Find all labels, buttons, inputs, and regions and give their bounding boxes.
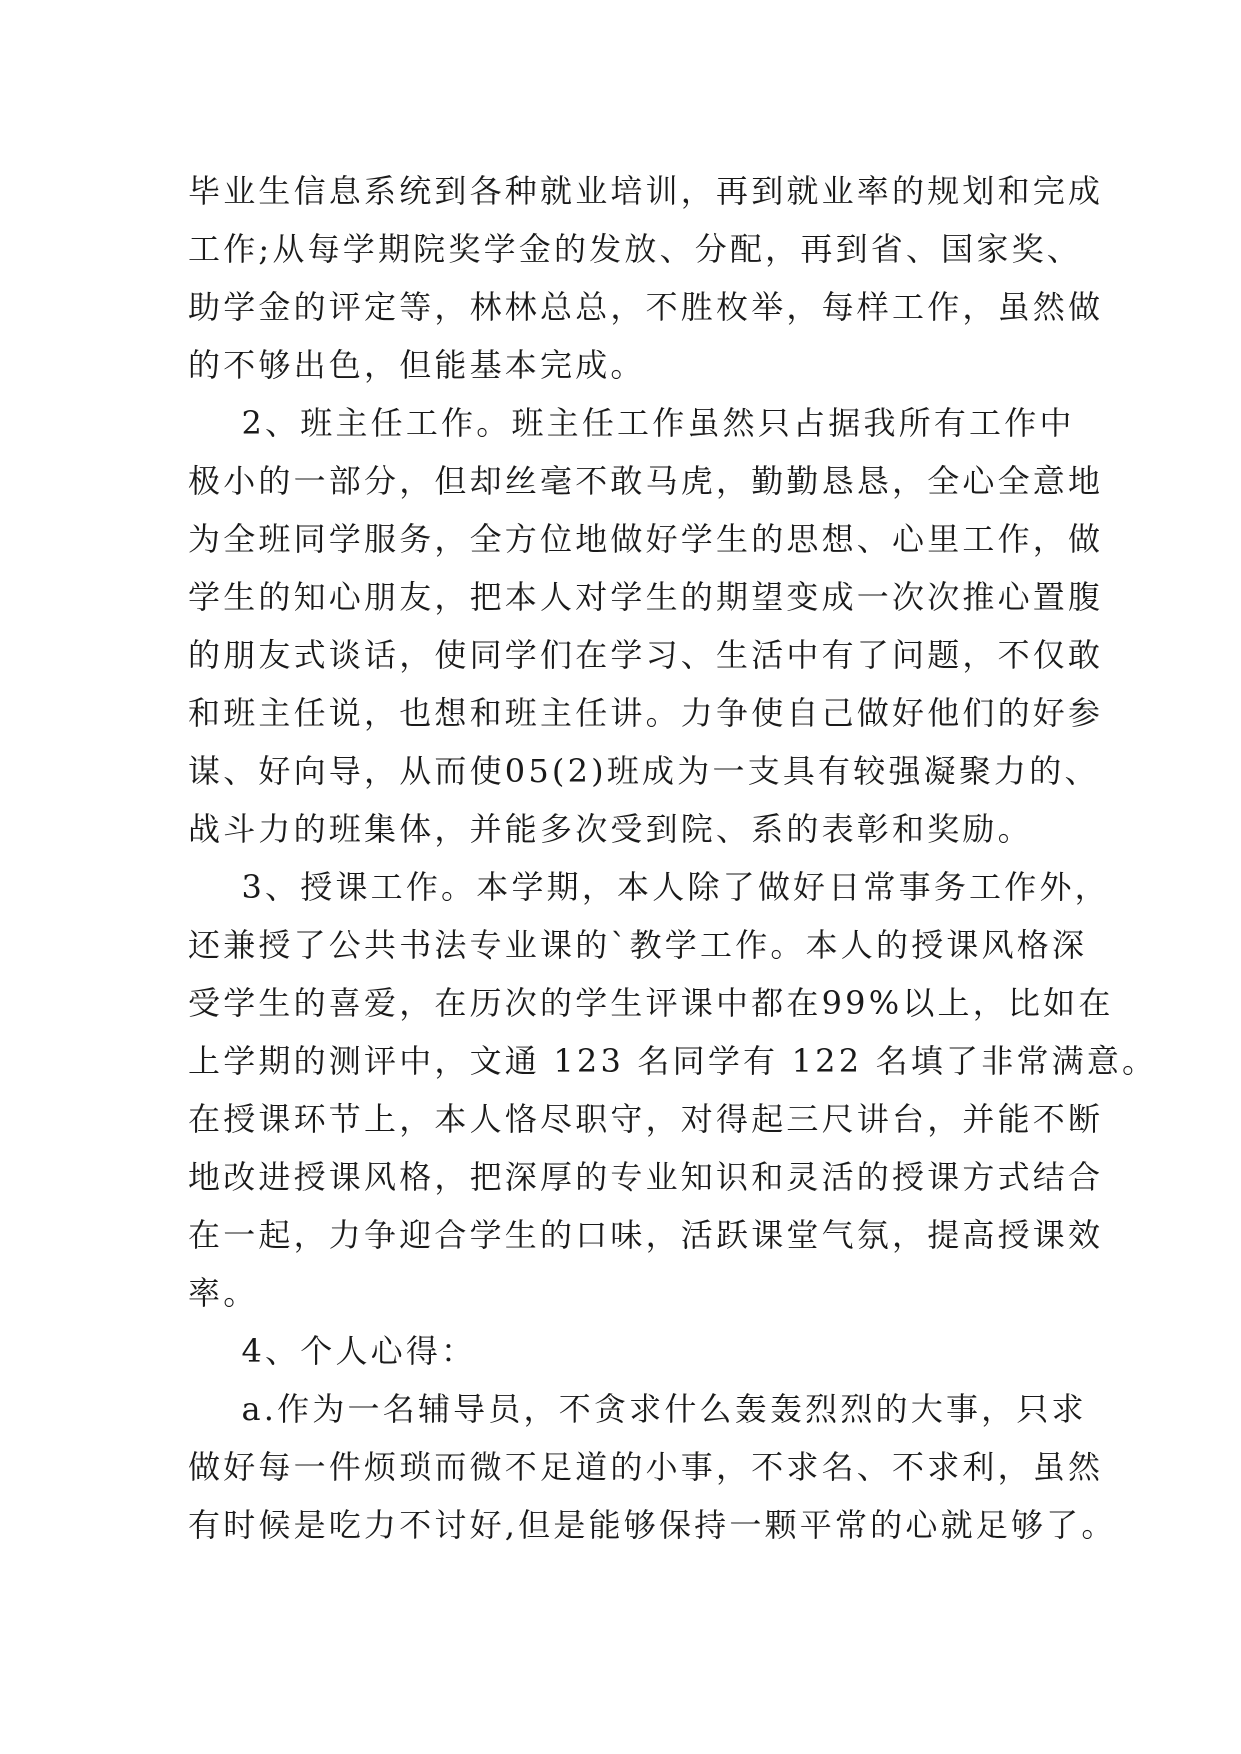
text-line: 2、班主任工作。班主任工作虽然只占据我所有工作中	[188, 404, 1075, 442]
text-line: 4、个人心得：	[188, 1332, 477, 1370]
text-line: 和班主任说，也想和班主任讲。力争使自己做好他们的好参	[188, 694, 1104, 732]
text-line: 的朋友式谈话，使同学们在学习、生活中有了问题，不仅敢	[188, 636, 1104, 674]
text-line: 做好每一件烦琐而微不足道的小事，不求名、不求利，虽然	[188, 1448, 1104, 1486]
text-line: 谋、好向导，从而使05(2)班成为一支具有较强凝聚力的、	[188, 752, 1100, 790]
paragraph	[188, 1380, 1117, 1554]
text-line: 极小的一部分，但却丝毫不敢马虎，勤勤恳恳，全心全意地	[188, 462, 1104, 500]
text-line: 受学生的喜爱，在历次的学生评课中都在99%以上，比如在	[188, 984, 1114, 1022]
text-line: 还兼授了公共书法专业课的`教学工作。本人的授课风格深	[188, 926, 1088, 964]
paragraph	[188, 162, 1104, 394]
text-line: 3、授课工作。本学期，本人除了做好日常事务工作外，	[188, 868, 1110, 906]
text-line: a.作为一名辅导员，不贪求什么轰轰烈烈的大事，只求	[188, 1390, 1087, 1428]
text-line: 在授课环节上，本人恪尽职守，对得起三尺讲台，并能不断	[188, 1100, 1104, 1138]
body-text	[188, 162, 1158, 1554]
text-line: 的不够出色，但能基本完成。	[188, 346, 646, 384]
text-line: 上学期的测评中，文通 123 名同学有 122 名填了非常满意。	[188, 1042, 1158, 1080]
text-line: 地改进授课风格，把深厚的专业知识和灵活的授课方式结合	[188, 1158, 1104, 1196]
text-line: 为全班同学服务，全方位地做好学生的思想、心里工作，做	[188, 520, 1104, 558]
text-line: 学生的知心朋友，把本人对学生的期望变成一次次推心置腹	[188, 578, 1104, 616]
text-line: 工作;从每学期院奖学金的发放、分配，再到省、国家奖、	[188, 230, 1082, 268]
paragraph	[188, 858, 1158, 1322]
text-line: 毕业生信息系统到各种就业培训，再到就业率的规划和完成	[188, 172, 1104, 210]
paragraph	[188, 1322, 1068, 1380]
text-line: 助学金的评定等，林林总总，不胜枚举，每样工作，虽然做	[188, 288, 1104, 326]
text-line: 战斗力的班集体，并能多次受到院、系的表彰和奖励。	[188, 810, 1033, 848]
text-line: 有时候是吃力不讨好,但是能够保持一颗平常的心就足够了。	[188, 1506, 1117, 1544]
text-line: 在一起，力争迎合学生的口味，活跃课堂气氛，提高授课效	[188, 1216, 1104, 1254]
paragraph	[188, 394, 1104, 858]
text-line: 率。	[188, 1274, 259, 1312]
